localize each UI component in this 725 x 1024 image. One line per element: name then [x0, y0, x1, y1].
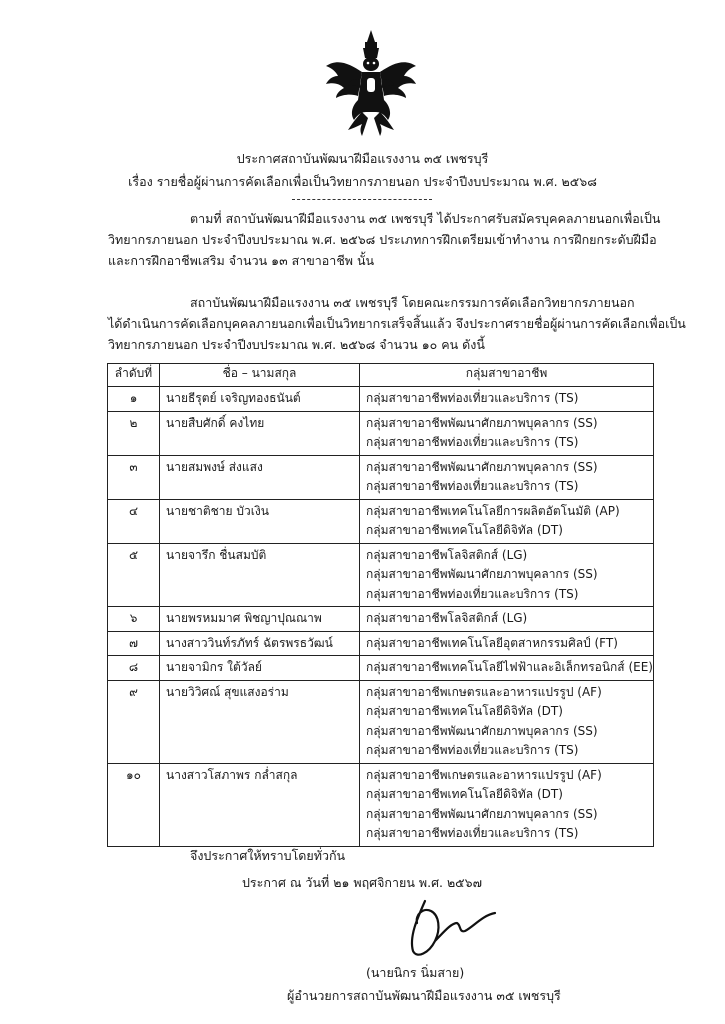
table-row	[108, 763, 654, 846]
row-branch-list	[360, 455, 654, 499]
table-row	[108, 631, 654, 656]
row-order-number: ๕	[108, 543, 160, 607]
table-row	[108, 455, 654, 499]
announcement-subject: เรื่อง รายชื่อผู้ผ่านการคัดเลือกเพื่อเป็นวิทยากรภายนอก ประจำปีงบประมาณ พ.ศ. ๒๕๖๘	[128, 174, 597, 189]
branch-item: กลุ่มสาขาอาชีพพัฒนาศักยภาพบุคลากร (SS)	[366, 806, 598, 821]
row-order-number: ๘	[108, 656, 160, 681]
paragraph-line: ตามที่ สถาบันพัฒนาฝีมือแรงงาน ๓๕ เพชรบุรี ได้ประกาศรับสมัครบุคคลภายนอกเพื่อเป็น	[190, 211, 661, 226]
row-trainer-name: นางสาววินท์รภัทร์ ฉัตรพรธวัฒน์	[160, 631, 360, 656]
branch-item: กลุ่มสาขาอาชีพเทคโนโลยีการผลิตอัตโนมัติ (AP)	[366, 503, 620, 518]
table-row	[108, 680, 654, 763]
row-trainer-name: นายสืบศักดิ์ คงไทย	[160, 411, 360, 455]
branch-item: กลุ่มสาขาอาชีพพัฒนาศักยภาพบุคลากร (SS)	[366, 459, 598, 474]
branch-item: กลุ่มสาขาอาชีพพัฒนาศักยภาพบุคลากร (SS)	[366, 723, 598, 738]
result-paragraph	[108, 292, 686, 355]
table-row	[108, 607, 654, 632]
branch-item: กลุ่มสาขาอาชีพท่องเที่ยวและบริการ (TS)	[366, 479, 579, 493]
row-branch-list	[360, 631, 654, 656]
paragraph-line: ได้ดำเนินการคัดเลือกบุคคลภายนอกเพื่อเป็นวิทยากรเสร็จสิ้นแล้ว จึงประกาศรายชื่อผู้ผ่านการคัดเลือกเพื่อเป็น	[108, 316, 686, 331]
closing-announce: จึงประกาศให้ทราบโดยทั่วกัน	[190, 848, 346, 863]
handwritten-signature	[395, 893, 500, 963]
row-trainer-name: นายสมพงษ์ ส่งแสง	[160, 455, 360, 499]
table-row	[108, 656, 654, 681]
paragraph-line: สถาบันพัฒนาฝีมือแรงงาน ๓๕ เพชรบุรี โดยคณะกรรมการคัดเลือกวิทยากรภายนอก	[190, 295, 635, 310]
garuda-emblem-icon	[322, 28, 420, 140]
branch-item: กลุ่มสาขาอาชีพเกษตรและอาหารแปรรูป (AF)	[366, 767, 602, 782]
row-branch-list	[360, 680, 654, 763]
row-order-number: ๗	[108, 631, 160, 656]
row-trainer-name: นายชาติชาย บัวเงิน	[160, 499, 360, 543]
branch-item: กลุ่มสาขาอาชีพพัฒนาศักยภาพบุคลากร (SS)	[366, 567, 598, 581]
row-order-number: ๓	[108, 455, 160, 499]
row-order-number: ๖	[108, 607, 160, 632]
row-trainer-name: นายพรหมมาศ พิชญาปุณณาพ	[160, 607, 360, 632]
row-branch-list	[360, 411, 654, 455]
branch-item: กลุ่มสาขาอาชีพเทคโนโลยีอุตสาหกรรมศิลป์ (FT)	[366, 635, 618, 650]
row-order-number: ๙	[108, 680, 160, 763]
row-order-number: ๒	[108, 411, 160, 455]
branch-item: กลุ่มสาขาอาชีพเทคโนโลยีไฟฟ้าและอิเล็กทรอนิกส์ (EE)	[366, 660, 653, 674]
row-branch-list	[360, 607, 654, 632]
branch-item: กลุ่มสาขาอาชีพพัฒนาศักยภาพบุคลากร (SS)	[366, 415, 598, 430]
row-branch-list	[360, 656, 654, 681]
table-row	[108, 387, 654, 412]
signer-name: (นายนิกร นิ่มสาย)	[366, 965, 465, 980]
branch-item: กลุ่มสาขาอาชีพเทคโนโลยีดิจิทัล (DT)	[366, 787, 563, 801]
row-trainer-name: นายจามิกร ใต้วัลย์	[160, 656, 360, 681]
paragraph-line: และการฝึกอาชีพเสริม จำนวน ๑๓ สาขาอาชีพ นั้น	[108, 253, 375, 268]
row-trainer-name: นายวิวิศณ์ สุขแสงอร่าม	[160, 680, 360, 763]
table-row	[108, 543, 654, 607]
row-trainer-name: นางสาวโสภาพร กล่ำสกุล	[160, 763, 360, 846]
row-order-number: ๔	[108, 499, 160, 543]
branch-item: กลุ่มสาขาอาชีพท่องเที่ยวและบริการ (TS)	[366, 435, 579, 449]
row-order-number: ๑	[108, 387, 160, 412]
table-row	[108, 499, 654, 543]
signer-position: ผู้อำนวยการสถาบันพัฒนาฝีมือแรงงาน ๓๕ เพชรบุรี	[287, 988, 561, 1003]
branch-item: กลุ่มสาขาอาชีพโลจิสติกส์ (LG)	[366, 611, 528, 625]
intro-paragraph	[108, 208, 661, 271]
branch-item: กลุ่มสาขาอาชีพเกษตรและอาหารแปรรูป (AF)	[366, 684, 602, 699]
branch-item: กลุ่มสาขาอาชีพเทคโนโลยีดิจิทัล (DT)	[366, 704, 563, 718]
branch-item: กลุ่มสาขาอาชีพโลจิสติกส์ (LG)	[366, 547, 528, 562]
announcement-date: ประกาศ ณ วันที่ ๒๑ พฤศจิกายน พ.ศ. ๒๕๖๗	[242, 875, 482, 890]
trainer-roster-table	[107, 363, 654, 847]
paragraph-line: วิทยากรภายนอก ประจำปีงบประมาณ พ.ศ. ๒๕๖๘ จำนวน ๑๐ คน ดังนี้	[108, 337, 485, 352]
row-branch-list	[360, 763, 654, 846]
row-branch-list	[360, 499, 654, 543]
row-branch-list	[360, 543, 654, 607]
branch-item: กลุ่มสาขาอาชีพเทคโนโลยีดิจิทัล (DT)	[366, 523, 563, 537]
column-header-order: ลำดับที่	[108, 364, 160, 387]
column-header-branch: กลุ่มสาขาอาชีพ	[360, 364, 654, 387]
table-row	[108, 411, 654, 455]
column-header-name: ชื่อ – นามสกุล	[160, 364, 360, 387]
branch-item: กลุ่มสาขาอาชีพท่องเที่ยวและบริการ (TS)	[366, 826, 579, 840]
branch-item: กลุ่มสาขาอาชีพท่องเที่ยวและบริการ (TS)	[366, 391, 579, 405]
title-divider	[292, 199, 432, 200]
paragraph-line: วิทยากรภายนอก ประจำปีงบประมาณ พ.ศ. ๒๕๖๘ ประเภทการฝึกเตรียมเข้าทำงาน การฝึกยกระดับฝีมือ	[108, 232, 657, 247]
row-trainer-name: นายจารึก ชื่นสมบัติ	[160, 543, 360, 607]
row-branch-list	[360, 387, 654, 412]
table-header-row	[108, 364, 654, 387]
row-order-number: ๑๐	[108, 763, 160, 846]
branch-item: กลุ่มสาขาอาชีพท่องเที่ยวและบริการ (TS)	[366, 586, 579, 601]
announcement-title: ประกาศสถาบันพัฒนาฝีมือแรงงาน ๓๕ เพชรบุรี	[236, 151, 489, 166]
row-trainer-name: นายธีรุตย์ เจริญทองธนันต์	[160, 387, 360, 412]
branch-item: กลุ่มสาขาอาชีพท่องเที่ยวและบริการ (TS)	[366, 743, 579, 757]
